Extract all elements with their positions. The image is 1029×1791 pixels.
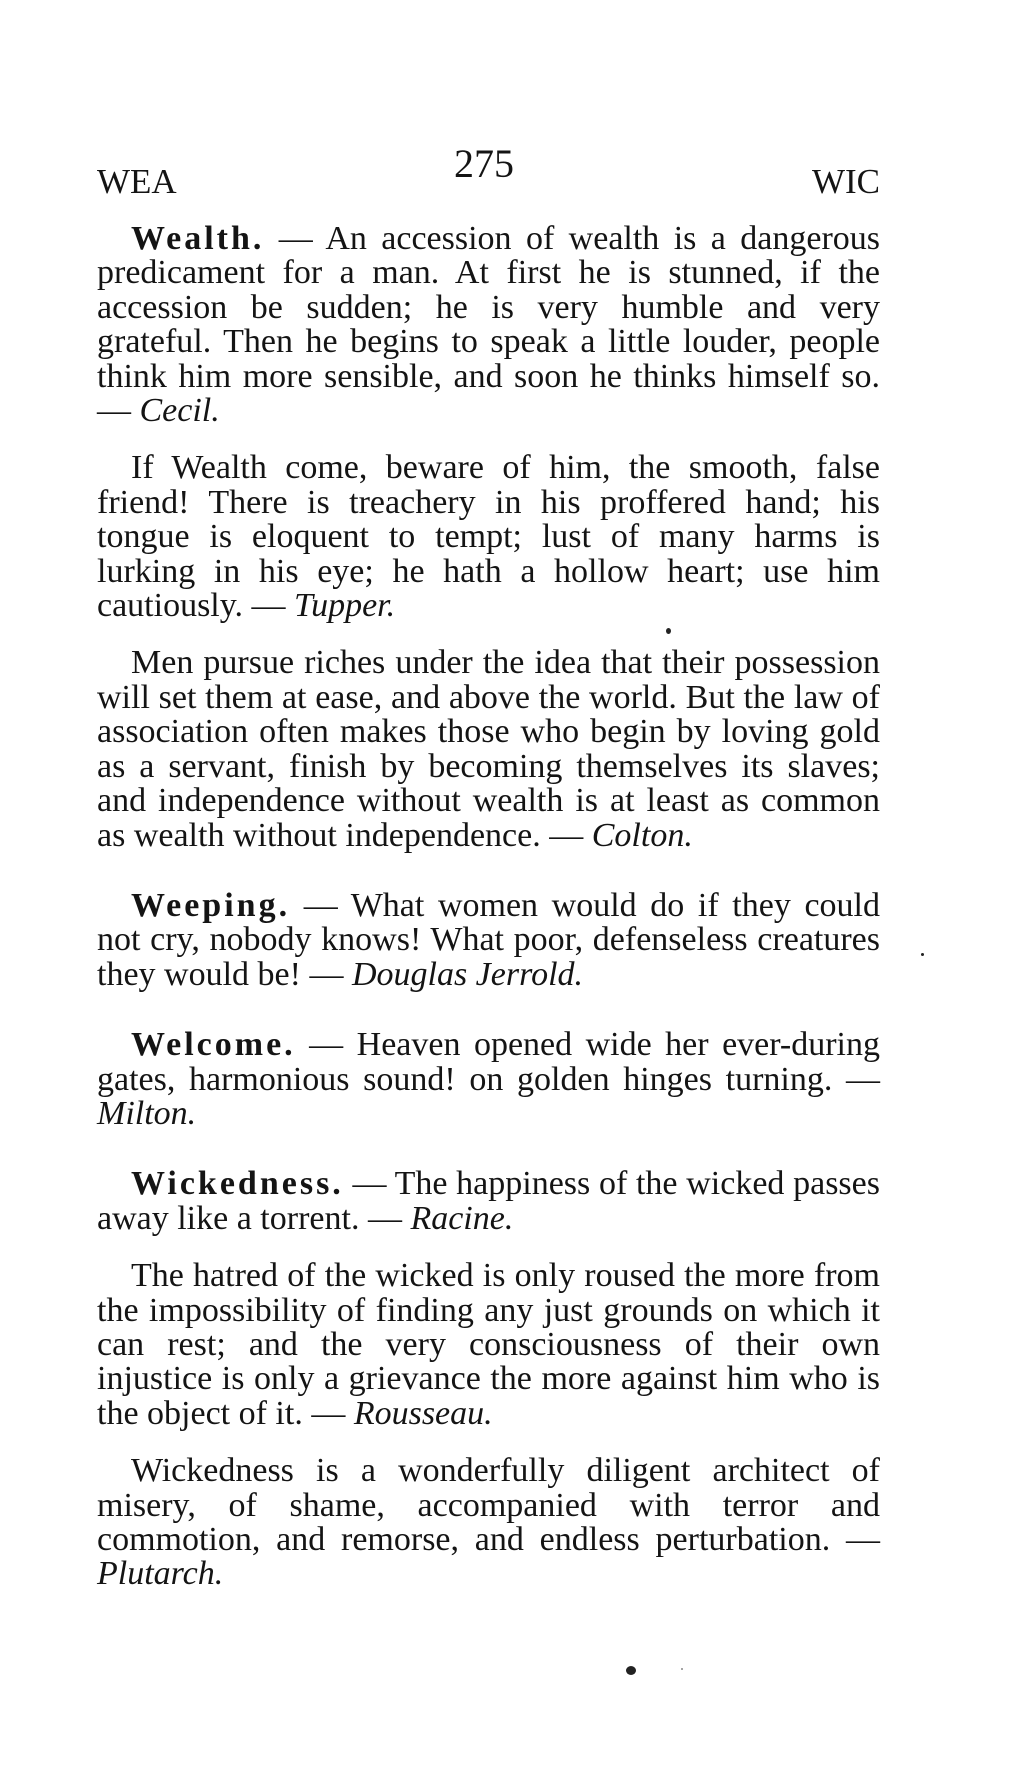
quote-source: Milton. — [97, 1094, 197, 1132]
entry-wealth-3 — [97, 646, 880, 852]
keyword-dash: — — [264, 220, 326, 257]
quote-text: Wickedness is a wonderfully diligent architect of misery, of shame, accompanied with terror and commotion, and remorse, and endless perturbation. — [97, 1452, 880, 1558]
source-dash: — — [359, 1199, 411, 1237]
quote-text: If Wealth come, beware of him, the smooth, false friend! There is treachery in his proffered hand; his tongue is eloquent to tempt; lust of many harms is lurking in his eye; he hath a hollow heart; use him cautiously. — [97, 449, 880, 625]
keyword-dash: — — [295, 1026, 357, 1064]
quote-source: Cecil. — [139, 392, 220, 430]
quote-text: An accession of wealth is a dangerous predicament for a man. At first he is stunned, if the accession be sudden; he is very humble and very grateful. Then he begins to speak a little louder, people think him more sensible, and soon he thinks himself so. — [97, 220, 880, 395]
entry-wickedness-3 — [97, 1454, 880, 1592]
entry-keyword: Welcome. — [131, 1026, 296, 1064]
entry-wealth-2 — [97, 451, 880, 623]
quote-text: The happiness of the wicked passes away like a torrent. — [97, 1165, 880, 1237]
source-dash: — — [243, 587, 295, 625]
entry-wickedness-2 — [97, 1259, 880, 1431]
page-body — [97, 222, 880, 1592]
source-dash: — — [97, 392, 140, 430]
entry-wealth — [97, 222, 880, 428]
entry-keyword: Wickedness. — [131, 1165, 344, 1203]
keyword-dash: — — [343, 1165, 395, 1203]
quote-text: Men pursue riches under the idea that their possession will set them at ease, and above the world. But the law of association often makes those who begin by loving gold as a servant, finish by becoming themselves its slaves; and independence without wealth is at least as common as wealth without independence. — [97, 644, 880, 854]
quote-text: The hatred of the wicked is only roused the more from the impossibility of finding any just grounds on which it can rest; and the very consciousness of their own injustice is only a grievance the more against him who is the object of it. — [97, 1257, 880, 1432]
running-header — [0, 140, 1029, 200]
quote-source: Colton. — [591, 816, 693, 854]
quote-source: Tupper. — [294, 587, 396, 625]
source-dash: — — [302, 1394, 354, 1432]
source-dash: — — [540, 816, 592, 854]
header-right-word: WIC — [811, 162, 880, 201]
ink-speck — [666, 628, 671, 634]
quote-source: Plutarch. — [97, 1555, 224, 1593]
quote-source: Douglas Jerrold. — [351, 955, 584, 993]
entry-wickedness — [97, 1167, 880, 1236]
page-number: 275 — [454, 141, 514, 186]
entry-keyword: Wealth. — [131, 220, 265, 257]
entry-weeping — [97, 886, 881, 993]
quote-text: What women would do if they could not cry, nobody knows! What poor, defenseless creatures they would be! — [97, 886, 881, 993]
ink-speck — [681, 1668, 683, 1670]
ink-speck — [626, 1666, 636, 1675]
quote-text: Heaven opened wide her ever-during gates, harmonious sound! on golden hinges turning. — [97, 1026, 880, 1098]
source-dash: — — [300, 955, 352, 993]
quote-source: Rousseau. — [353, 1394, 493, 1432]
keyword-dash: — — [290, 886, 351, 924]
ink-speck — [921, 953, 924, 956]
header-left-word: WEA — [97, 162, 177, 201]
source-dash: — — [832, 1060, 880, 1098]
entry-keyword: Weeping. — [131, 886, 291, 924]
quote-source: Racine. — [410, 1199, 514, 1237]
source-dash: — — [830, 1521, 880, 1558]
entry-welcome — [97, 1028, 880, 1131]
